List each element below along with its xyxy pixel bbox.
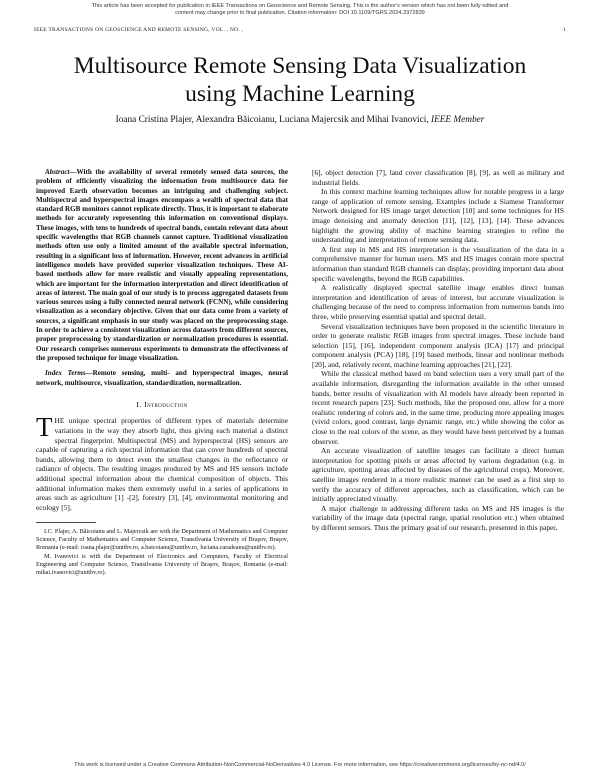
- abstract-label: Abstract: [45, 168, 70, 176]
- right-column: [312, 168, 564, 533]
- body-paragraph: [6], object detection [7], land cover classification [8], [9], as well as military and industrial fields.: [312, 168, 564, 187]
- index-terms: [36, 369, 288, 388]
- publication-notice: [0, 3, 600, 17]
- body-paragraph: Several visualization techniques have been proposed in the scientific literature in order to generate realistic RGB images from spectral images. These include band selection [15], [16], independent component analysis (ICA) [17] and principal component analysis (PCA) [18], [19] based methods, linear and nonlinear methods [20], and, relatively recent, machine learning approaches [21], [22].: [312, 321, 564, 369]
- author-membership: IEEE Member: [430, 115, 485, 125]
- footnote-affiliation-1: I.C. Plajer, A. Băicoianu and L. Majercsik are with the Department of Mathematics and Computer Science, Faculty of Mathematics and Computer Science, Transilvania University of Braşov, Braşov, Romania (e-mail: ioana.plajer@unitbv.ro, a.baicoianu@unitbv.ro, luciana.caradeanu@unitbv.ro).: [36, 528, 288, 552]
- body-paragraph: A major challenge in addressing different tasks on MS and HS images is the variability of the image data (spectral range, spatial resolution etc.) when obtained by different sensors. Thus the primary goal of our research, presented in this paper,: [312, 503, 564, 532]
- section-heading-introduction: I. Introduction: [136, 399, 188, 409]
- abstract: [36, 168, 288, 363]
- footnote-affiliation-2: M. Ivanovici is with the Department of Electronics and Computers, Faculty of Electrical Engineering and Computer Science, Transilvania University of Braşov, Braşov, Romania (e-mail: mihai.ivanovici@unitbv.ro).: [36, 553, 288, 577]
- publication-notice-line2: content may change prior to final publication. Citation information: DOI 10.1109/TGRS.2024.3372839: [175, 10, 425, 16]
- running-head: [34, 27, 566, 33]
- author-names: Ioana Cristina Plajer, Alexandra Băicoianu, Luciana Majercsik and Mihai Ivanovici,: [115, 115, 429, 125]
- license-footer: This work is licensed under a Creative Commons Attribution-NonCommercial-NoDerivatives 4.0 License. For more information, see https://creativecommons.org/licenses/by-nc-nd/4.0/: [74, 762, 526, 768]
- index-terms-text: —Remote sensing, multi- and hyperspectral images, neural network, multisource, visualization, standardization, normalization.: [36, 369, 288, 387]
- page-number: 1: [563, 27, 566, 33]
- index-terms-label: Index Terms: [45, 369, 86, 378]
- footnote-rule: [36, 522, 96, 523]
- author-list: [30, 114, 570, 126]
- body-paragraph: An accurate visualization of satellite images can facilitate a direct human interpretation for spotting pixels or areas affected by various degradation (e.g. in agriculture, spotting areas affected by diseases of the agricultural crops). Moreover, satellite images rendered in a more realistic manner can be used as a first step to verify the accuracy of different approaches, such as classification, which can be initially appreciated visually.: [312, 446, 564, 504]
- publication-notice-line1: This article has been accepted for publication in IEEE Transactions on Geoscience and Remote Sensing. This is the author's version which has not been fully edited and: [91, 3, 509, 9]
- drop-cap: T: [36, 412, 53, 443]
- paper-title: [30, 52, 570, 108]
- body-paragraph: While the classical method based on band selection uses a very small part of the available information, disregarding the information available in the other unused bands, better results of visualization with AI models have already been reported in recent research papers [23]. Such methods, like the proposed one, allow for a more realistic rendering of colors and, in the same time, producing more appealing images (vivid colors, good contrast, large dynamic range, etc.) while showing the color as close to the real colors of the scene, as they would have been perceived by a human observer.: [312, 369, 564, 446]
- paper-title-line2: using Machine Learning: [185, 81, 415, 107]
- intro-paragraph: [36, 412, 288, 512]
- left-column: [36, 168, 288, 578]
- intro-paragraph-text: HE unique spectral properties of different types of materials determine variations in the way they absorb light, thus giving each material a distinct spectral fingerprint. Multispectral (MS) and hyperspectral (HS) sensors are capable of capturing a rich spectral information that can cover hundreds of spectral bands, allowing them to detect even the smallest changes in the reflectance or radiance of objects. The resulting images produced by MS and HS sensors include additional spectral information about the chemical composition of objects. This additional information makes them extremely useful in a series of applications in areas such as agriculture [1] -[2], forestry [3], [4], environmental monitoring and ecology [5],: [36, 416, 288, 512]
- paper-title-line1: Multisource Remote Sensing Data Visualization: [73, 53, 527, 79]
- body-paragraph: A realistically displayed spectral satellite image enables direct human interpretation and identification of areas of interest, but accurate visualization is challenging because of the need to compress information from numerous bands into three, while preserving essential spatial and spectral detail.: [312, 283, 564, 321]
- body-paragraph: In this context machine learning techniques allow for notable progress in a large range of application of remote sensing. Examples include a Siamese Transformer Network designed for HS image target detection [10] and some techniques for HS image denoising and anomaly detection [11], [12], [13], [14]. These advances highlight the growing ability of machine learning strategies to refine the understanding and interpretation of remote sensing data.: [312, 187, 564, 245]
- body-paragraph: A first step in MS and HS interpretation is the visualization of the data in a comprehensive manner for human users. MS and HS images contain more spectral information than standard RGB channels can display, providing important data about specific wavelengths, beyond the RGB capabilities.: [312, 244, 564, 283]
- journal-name: IEEE TRANSACTIONS ON GEOSCIENCE AND REMOTE SENSING, VOL. , NO. ,: [34, 27, 244, 33]
- abstract-text: —With the availability of several remotely sensed data sources, the problem of efficiently visualizing the information from multisource data for improved Earth observation becomes an intriguing and challenging subject. Multispectral and hyperspectral images encompass a wealth of spectral data that standard RGB monitors cannot replicate directly. Thus, it is important to elaborate methods for accurately representing this information on conventional displays. These images, with tens to hundreds of spectral bands, contain relevant data about specific wavelengths that RGB channels cannot capture. Traditional visualization methods often use only a limited amount of the available spectral information, resulting in a significant loss of information. However, recent advances in artificial intelligence models have provided superior visualization techniques. These AI-based methods allow for more realistic and visually appealing representations, which are important for the information interpretation and direct identification of areas of interest. The main goal of our study is to process aggregated datasets from various sources using a fully connected neural network (FCNN), while considering visualization as a secondary objective. Given that our data come from a variety of sources, a significant emphasis in our study was placed on the preprocessing stage. In order to achieve a consistent visualization across datasets from different sources, proper preprocessing by standardization or normalization procedures is essential. Our research comprises numerous experiments to demonstrate the effectiveness of the proposed technique for image visualization.: [36, 168, 288, 362]
